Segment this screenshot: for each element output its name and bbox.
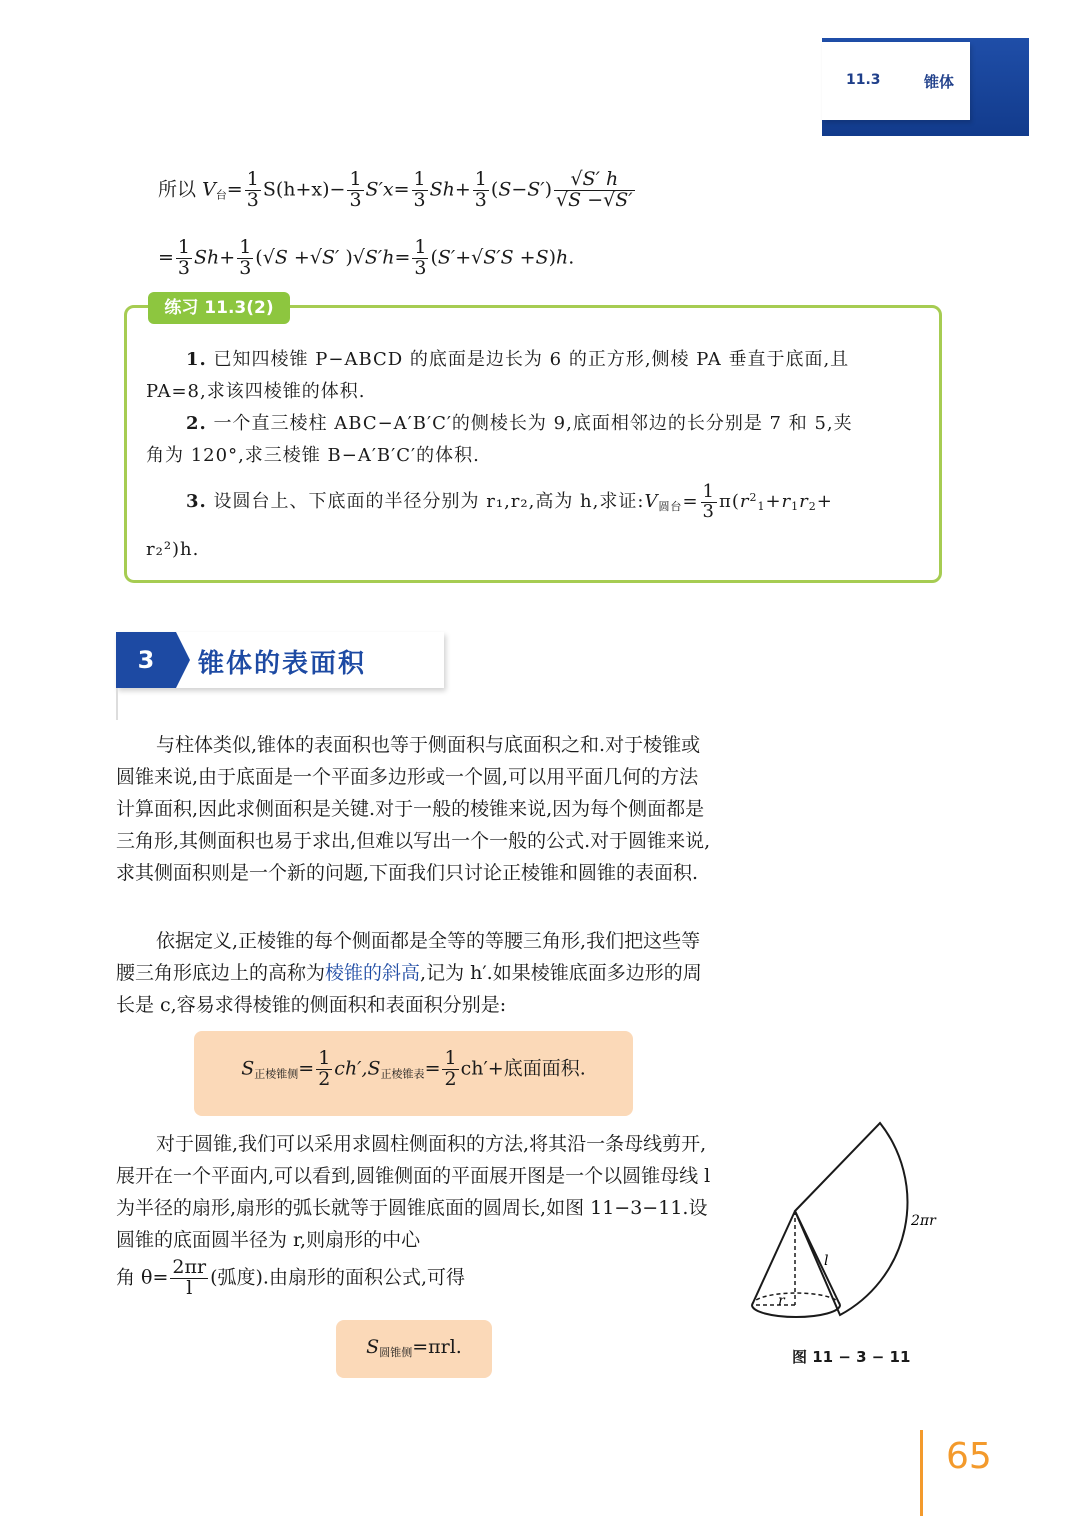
paragraph-2: 依据定义,正棱锥的每个侧面都是全等的等腰三角形,我们把这些等腰三角形底边上的高称为棱锥的斜高,记为 h′.如果棱锥底面多边形的周长是 c,容易求得棱锥的侧面积和表面积分别是:	[116, 930, 702, 1016]
exercise-q2-text-cont: 角为 120°,求三棱锥 B−A′B′C′的体积.	[146, 445, 480, 466]
section-arrow-icon	[176, 632, 190, 688]
exercise-q2-text: 一个直三棱柱 ABC−A′B′C′的侧棱长为 9,底面相邻边的长分别是 7 和 5,夹	[213, 413, 853, 434]
label-slant: l	[824, 1253, 829, 1269]
cone-left-edge	[752, 1211, 795, 1305]
cone-sector-figure	[740, 1115, 960, 1335]
exercise-q3-text: 设圆台上、下底面的半径分别为 r₁,r₂,高为 h,求证:	[213, 491, 645, 512]
page-number: 65	[946, 1436, 992, 1477]
cone-base-back	[752, 1293, 840, 1305]
header-section-number: 11.3	[846, 72, 881, 88]
label-radius: r	[778, 1293, 785, 1309]
figure-caption: 图 11 − 3 − 11	[792, 1348, 911, 1366]
exercise-question-1: 1. 已知四棱锥 P−ABCD 的底面是边长为 6 的正方形,侧棱 PA 垂直于底面,且 PA=8,求该四棱锥的体积.	[146, 344, 926, 408]
exercise-question-3: 3. 设圆台上、下底面的半径分别为 r₁,r₂,高为 h,求证$:V_{圆台}=$ $\frac{1}{3}$ $\pi(r^2_1+r_1r_2+$	[186, 480, 833, 522]
derivation-line-1: 所以 $V_台=$ $\frac{1}{3}$ S(h+x)− $\frac{1}{3}$ S′x= $\frac{1}{3}$ Sh+ $\frac{1}{3}$ (S−S′) $\frac{√S' h}{√S -√S'}$	[158, 168, 633, 211]
derivation-line-2: = $\frac{1}{3}$ Sh+ $\frac{1}{3}$ (√S +√S′ )√S′h= $\frac{1}{3}$ (S′+√S′S +S)h.	[158, 236, 575, 279]
exercise-q3-text-cont: r₂²)h.	[146, 539, 200, 560]
cone-right-edge	[795, 1211, 840, 1305]
paragraph-3: 对于圆锥,我们可以采用求圆柱侧面积的方法,将其沿一条母线剪开,展开在一个平面内,可以看到,圆锥侧面的平面展开图是一个以圆锥母线 l 为半径的扇形,扇形的弧长就等于圆锥底面的圆周长,如图 11−3−11.设圆锥的底面圆半径为 r,则扇形的中心	[116, 1133, 711, 1251]
derivation-prefix: 所以	[158, 178, 197, 201]
formula-cone: $S_{圆锥侧}=\pi rl$.	[366, 1336, 462, 1359]
header-section-title: 锥体	[924, 73, 955, 91]
exercise-q1-text-cont: PA=8,求该四棱锥的体积.	[146, 381, 366, 402]
page-number-divider	[920, 1430, 923, 1516]
exercise-tag: 练习 11.3(2)	[148, 292, 290, 324]
label-arc-length: 2πr	[911, 1213, 936, 1229]
section-title: 锥体的表面积	[198, 649, 367, 679]
paragraph-1: 与柱体类似,锥体的表面积也等于侧面积与底面积之和.对于棱锥或圆锥来说,由于底面是一个平面多边形或一个圆,可以用平面几何的方法计算面积,因此求侧面积是关键.对于一般的棱锥来说,因为每个侧面都是三角形,其侧面积也易于求出,但难以写出一个一般的公式.对于圆锥来说,求其侧面积则是一个新的问题,下面我们只讨论正棱锥和圆锥的表面积.	[116, 734, 711, 884]
formula-pyramid: $S_{正棱锥侧}=$ $\frac{1}{2}$ $ch',S_{正棱锥表}=$ $\frac{1}{2}$ ch′+底面面积.	[241, 1047, 586, 1090]
formula-pyramid-box	[194, 1031, 633, 1116]
derivation-term: S(h+x)−	[262, 178, 346, 201]
cone-base-front	[752, 1305, 840, 1317]
formula-cone-box	[336, 1320, 492, 1378]
section-divider	[116, 688, 118, 720]
section-number: 3	[116, 632, 176, 688]
exercise-q1-text: 已知四棱锥 P−ABCD 的底面是边长为 6 的正方形,侧棱 PA 垂直于底面,且	[213, 349, 850, 370]
term-slant-height: 棱锥的斜高	[325, 962, 421, 984]
exercise-question-2: 2. 一个直三棱柱 ABC−A′B′C′的侧棱长为 9,底面相邻边的长分别是 7 和 5,夹 角为 120°,求三棱锥 B−A′B′C′的体积.	[146, 408, 926, 472]
sector-shape	[795, 1123, 907, 1315]
paragraph-3-end: 角 θ= $\frac{2\pi r}{l}$ (弧度).由扇形的面积公式,可得	[116, 1256, 465, 1299]
